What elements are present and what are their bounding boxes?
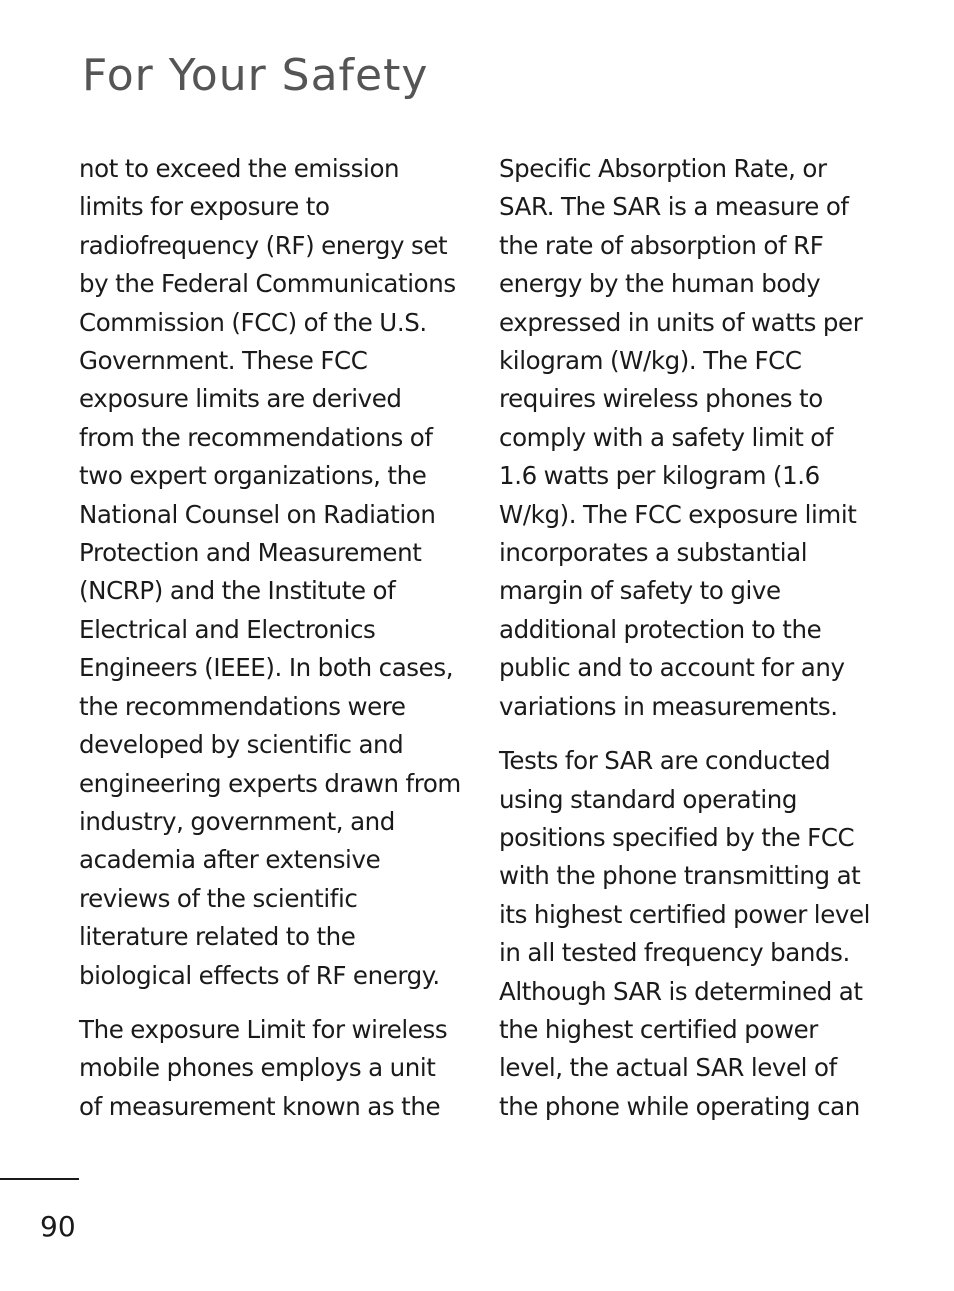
text-line: incorporates a substantial bbox=[499, 538, 808, 568]
text-line: of measurement known as the bbox=[79, 1091, 441, 1121]
text-line: engineering experts drawn from bbox=[79, 768, 461, 798]
text-line: the highest certified power bbox=[499, 1014, 818, 1044]
body-paragraph bbox=[499, 150, 899, 726]
text-line: energy by the human body bbox=[499, 269, 821, 299]
text-line: public and to account for any bbox=[499, 653, 845, 683]
text-line: Government. These FCC bbox=[79, 346, 368, 376]
text-line: mobile phones employs a unit bbox=[79, 1053, 436, 1083]
text-line: in all tested frequency bands. bbox=[499, 938, 850, 968]
right-text-column bbox=[499, 150, 899, 1126]
text-line: additional protection to the bbox=[499, 614, 822, 644]
text-line: the phone while operating can bbox=[499, 1091, 860, 1121]
text-line: expressed in units of watts per bbox=[499, 307, 863, 337]
text-line: two expert organizations, the bbox=[79, 461, 427, 491]
text-line: not to exceed the emission bbox=[79, 154, 400, 183]
text-line: National Counsel on Radiation bbox=[79, 499, 436, 529]
text-line: Engineers (IEEE). In both cases, bbox=[79, 653, 454, 683]
text-line: using standard operating bbox=[499, 784, 798, 814]
text-line: biological effects of RF energy. bbox=[79, 960, 440, 990]
left-text-column bbox=[79, 150, 479, 1126]
text-line: Electrical and Electronics bbox=[79, 614, 376, 644]
footer-divider bbox=[0, 1178, 79, 1180]
text-line: 1.6 watts per kilogram (1.6 bbox=[499, 461, 820, 491]
text-line: level, the actual SAR level of bbox=[499, 1053, 837, 1083]
text-line: variations in measurements. bbox=[499, 691, 838, 721]
text-line: Protection and Measurement bbox=[79, 538, 422, 568]
body-paragraph bbox=[79, 150, 479, 995]
text-line: Specific Absorption Rate, or bbox=[499, 154, 827, 183]
text-line: (NCRP) and the Institute of bbox=[79, 576, 396, 606]
text-line: The exposure Limit for wireless bbox=[79, 1014, 448, 1044]
text-line: W/kg). The FCC exposure limit bbox=[499, 499, 857, 529]
page-title: For Your Safety bbox=[82, 50, 429, 101]
text-line: literature related to the bbox=[79, 922, 356, 952]
text-line: kilogram (W/kg). The FCC bbox=[499, 346, 802, 376]
page-number: 90 bbox=[40, 1210, 76, 1243]
text-line: positions specified by the FCC bbox=[499, 822, 855, 852]
text-line: with the phone transmitting at bbox=[499, 861, 861, 891]
text-line: the rate of absorption of RF bbox=[499, 230, 824, 260]
text-line: limits for exposure to bbox=[79, 192, 330, 222]
text-line: by the Federal Communications bbox=[79, 269, 456, 299]
text-line: Commission (FCC) of the U.S. bbox=[79, 307, 427, 337]
body-paragraph bbox=[499, 742, 899, 1126]
text-line: its highest certified power level bbox=[499, 899, 871, 929]
text-line: comply with a safety limit of bbox=[499, 422, 834, 452]
text-line: Tests for SAR are conducted bbox=[499, 746, 831, 776]
text-line: reviews of the scientific bbox=[79, 883, 358, 913]
text-line: from the recommendations of bbox=[79, 422, 433, 452]
text-line: Although SAR is determined at bbox=[499, 976, 863, 1006]
text-line: industry, government, and bbox=[79, 806, 395, 836]
text-line: exposure limits are derived bbox=[79, 384, 402, 414]
text-line: requires wireless phones to bbox=[499, 384, 823, 414]
text-line: the recommendations were bbox=[79, 691, 406, 721]
text-line: margin of safety to give bbox=[499, 576, 781, 606]
text-line: radiofrequency (RF) energy set bbox=[79, 230, 448, 260]
text-line: SAR. The SAR is a measure of bbox=[499, 192, 849, 222]
body-paragraph bbox=[79, 1011, 479, 1126]
text-line: developed by scientific and bbox=[79, 730, 404, 760]
text-line: academia after extensive bbox=[79, 845, 381, 875]
